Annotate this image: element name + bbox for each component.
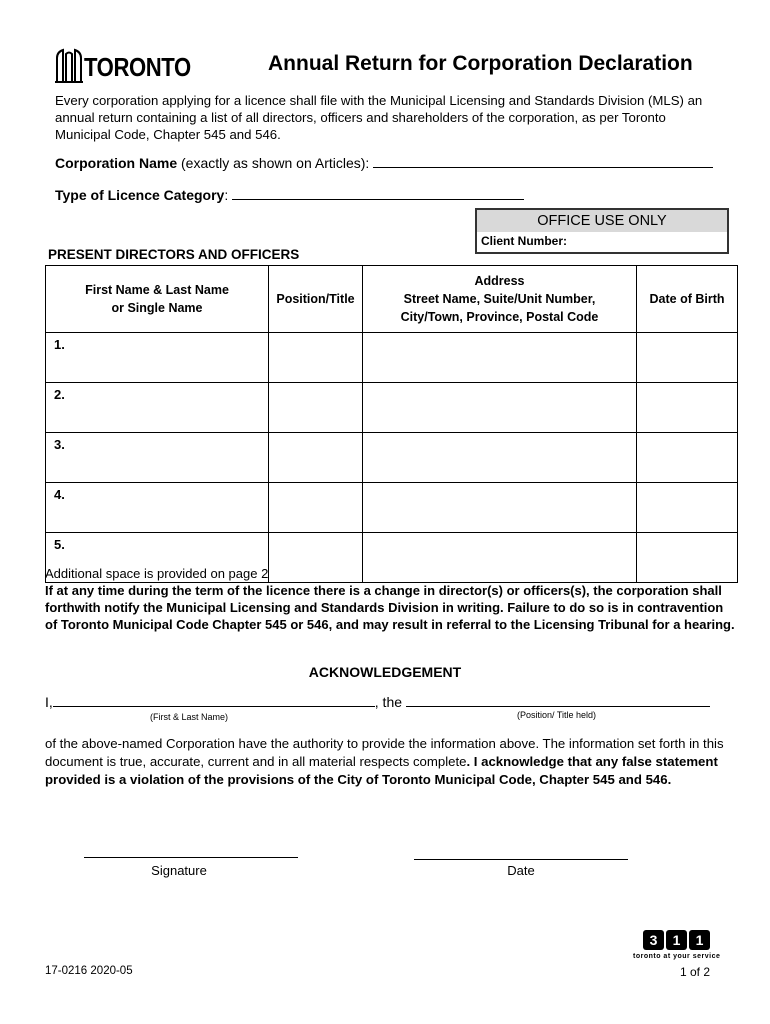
acknowledgement-text-plain: of the above-named Corporation have the authority to provide the information above. The information set forth in this document is true, accurate, current and in all material respects complete <box>45 736 724 769</box>
date-line[interactable] <box>414 859 628 860</box>
page-number: 1 of 2 <box>680 965 711 979</box>
signature-label: Signature <box>151 863 207 878</box>
row-number: 3. <box>54 437 65 452</box>
table-header-row <box>46 266 738 333</box>
dob-cell[interactable] <box>637 433 738 483</box>
name-column-header <box>46 266 269 333</box>
office-use-box <box>475 208 729 254</box>
position-cell[interactable] <box>269 333 363 383</box>
name-cell[interactable] <box>46 483 269 533</box>
position-cell[interactable] <box>269 433 363 483</box>
corporation-name-field[interactable] <box>55 153 713 171</box>
service-tagline: toronto at your service <box>633 953 721 960</box>
toronto-logo-icon <box>55 48 85 84</box>
address-header-line2: Street Name, Suite/Unit Number, <box>403 292 596 306</box>
position-cell[interactable] <box>269 483 363 533</box>
table-row <box>46 383 738 433</box>
first-last-name-hint: (First & Last Name) <box>150 712 229 722</box>
date-label: Date <box>507 863 535 878</box>
licence-category-field[interactable] <box>55 185 524 203</box>
form-code: 17-0216 2020-05 <box>45 965 133 977</box>
logo-wordmark: TORONTO <box>84 52 191 82</box>
position-cell[interactable] <box>269 383 363 433</box>
corporation-name-hint: (exactly as shown on Articles): <box>177 155 370 171</box>
dob-cell[interactable] <box>637 383 738 433</box>
address-cell[interactable] <box>363 333 637 383</box>
first-last-name-input[interactable] <box>53 692 375 707</box>
row-number: 1. <box>54 337 65 352</box>
position-cell[interactable] <box>269 533 363 583</box>
three-one-one-badge <box>643 930 712 950</box>
acknowledgement-text <box>45 735 735 789</box>
dob-cell[interactable] <box>637 533 738 583</box>
page-title: Annual Return for Corporation Declaration <box>268 52 693 75</box>
the-label: , the <box>374 694 403 710</box>
i-label: I, <box>45 694 53 710</box>
address-cell[interactable] <box>363 433 637 483</box>
table-row <box>46 433 738 483</box>
acknowledgement-line <box>45 692 710 710</box>
dob-cell[interactable] <box>637 333 738 383</box>
address-column-header <box>363 266 637 333</box>
address-header-line1: Address <box>474 274 525 288</box>
badge-digit: 1 <box>666 930 687 950</box>
licence-category-label: Type of Licence Category <box>55 187 225 203</box>
row-number: 5. <box>54 537 65 552</box>
licence-category-input[interactable] <box>232 185 524 200</box>
office-use-heading: OFFICE USE ONLY <box>477 210 727 232</box>
licence-colon: : <box>224 187 229 203</box>
corporation-name-input[interactable] <box>373 153 713 168</box>
corporation-name-label: Corporation Name <box>55 155 178 171</box>
name-header-line2: or Single Name <box>111 301 203 315</box>
table-row <box>46 483 738 533</box>
acknowledgement-title: ACKNOWLEDGEMENT <box>308 664 462 680</box>
dob-cell[interactable] <box>637 483 738 533</box>
client-number-label: Client Number: <box>481 234 568 248</box>
acknowledgement-text-bold: . I acknowledge that any false statement provided is a violation of the provisions of the City of Toronto Municipal Code, Chapter 545 and 546. <box>45 754 718 787</box>
name-header-line1: First Name & Last Name <box>85 283 229 297</box>
address-cell[interactable] <box>363 383 637 433</box>
name-cell[interactable] <box>46 433 269 483</box>
directors-table <box>45 265 738 583</box>
position-title-hint: (Position/ Title held) <box>517 710 597 720</box>
name-cell[interactable] <box>46 333 269 383</box>
badge-digit: 1 <box>689 930 710 950</box>
table-row <box>46 333 738 383</box>
row-number: 4. <box>54 487 65 502</box>
address-cell[interactable] <box>363 483 637 533</box>
position-title-input[interactable] <box>406 692 710 707</box>
name-cell[interactable] <box>46 383 269 433</box>
intro-paragraph: Every corporation applying for a licence shall file with the Municipal Licensing and Standards Division (MLS) an annual return containing a list of all directors, officers and shareholders of the corporation, as per Toronto Municipal Code, Chapter 545 and 546. <box>55 93 703 142</box>
change-warning: If at any time during the term of the licence there is a change in director(s) or officers(s), the corporation shall forthwith notify the Municipal Licensing and Standards Division in writing. Failure to do so is in contravention of Toronto Municipal Code Chapter 545 or 546, and may result in referral to the Licensing Tribunal for a hearing. <box>45 583 735 632</box>
row-number: 2. <box>54 387 65 402</box>
dob-column-header: Date of Birth <box>637 266 738 333</box>
badge-digit: 3 <box>643 930 664 950</box>
additional-space-note: Additional space is provided on page 2 <box>45 566 269 581</box>
directors-section-title: PRESENT DIRECTORS AND OFFICERS <box>48 247 300 262</box>
position-column-header: Position/Title <box>269 266 363 333</box>
signature-line[interactable] <box>84 857 298 858</box>
address-header-line3: City/Town, Province, Postal Code <box>400 310 599 324</box>
address-cell[interactable] <box>363 533 637 583</box>
